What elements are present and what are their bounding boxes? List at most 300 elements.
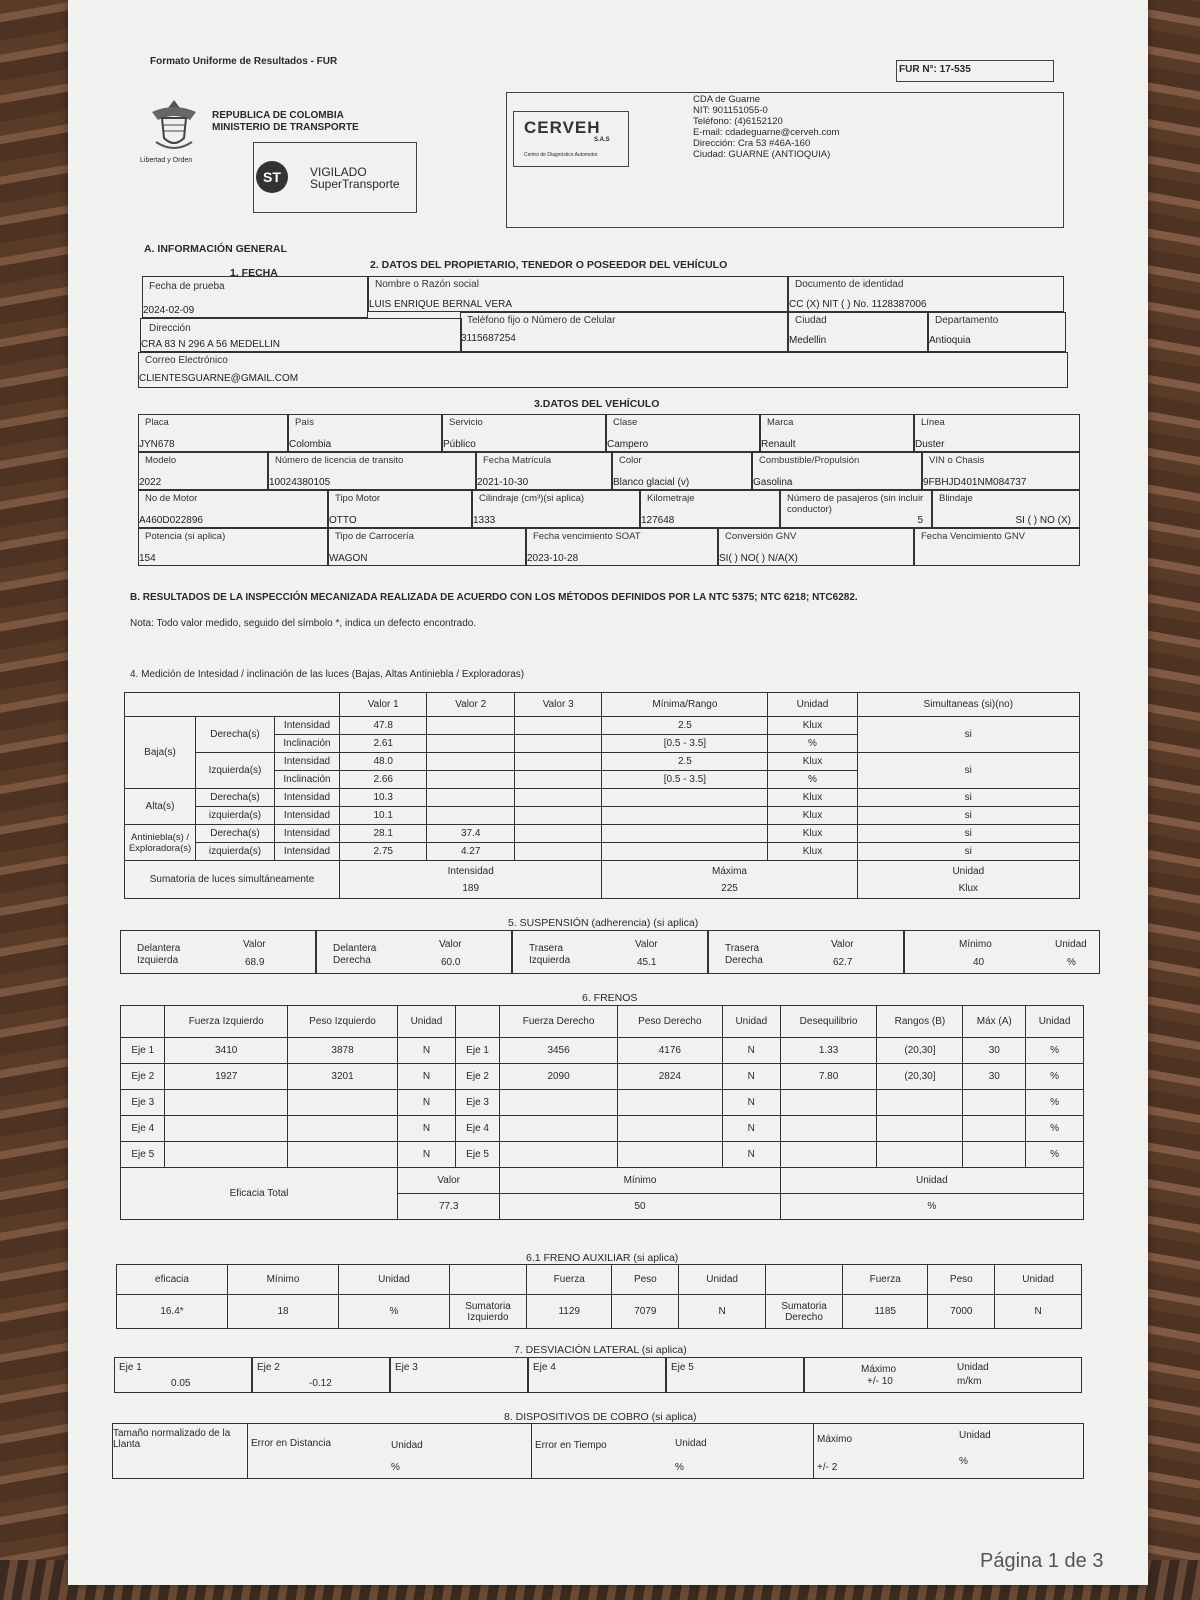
luces-value [514,717,601,735]
aux-unidad-der: N [995,1295,1082,1329]
frenos-cell [963,1142,1026,1168]
correo-label: Correo Electrónico [145,355,228,366]
ciudad-label: Ciudad [795,315,827,326]
vehicle-field [914,414,1080,452]
cerveh-subtitle: Centro de Diagnóstico Automotor [524,152,598,158]
suspension-position: Trasera [529,943,564,954]
desviacion-cell [390,1357,528,1393]
vehicle-field-label: No de Motor [145,493,198,504]
divider [531,1424,532,1478]
cda-line: Ciudad: GUARNE (ANTIOQUIA) [693,149,831,160]
luces-measure: Intensidad [275,825,340,843]
frenos-cell: N [398,1064,456,1090]
luces-simul: si [857,753,1079,789]
vehicle-field [476,452,612,490]
vehicle-title: 3.DATOS DEL VEHÍCULO [534,398,660,410]
direccion-value: CRA 83 N 296 A 56 MEDELLIN [141,339,280,350]
luces-unit: Klux [768,717,857,735]
luces-side: Derecha(s) [196,789,275,807]
cobro-unidad-label: Unidad [391,1440,423,1451]
luces-value [514,843,601,861]
luces-unit: Klux [768,843,857,861]
frenos-cell [963,1116,1026,1142]
frenos-header: Unidad [722,1006,780,1038]
frenos-cell: 30 [963,1064,1026,1090]
frenos-cell: % [1026,1064,1084,1090]
frenos-cell: Eje 4 [455,1116,499,1142]
vehicle-field-value: Gasolina [753,477,793,488]
frenos-cell: Eje 5 [455,1142,499,1168]
vehicle-field-value: A460D022896 [139,515,203,526]
luces-value [514,735,601,753]
frenos-cell: % [1026,1116,1084,1142]
desviacion-eje-label: Eje 5 [671,1362,694,1373]
cobro-max: +/- 2 [817,1462,838,1473]
frenos-cell: 3456 [500,1038,618,1064]
luces-group-baja: Baja(s) [125,717,196,789]
luces-value: 2.75 [340,843,427,861]
vehicle-field [526,528,718,566]
frenos-header [121,1006,165,1038]
aux-sum-izq: Sumatoria Izquierdo [450,1295,527,1329]
vehicle-field-value: 2023-10-28 [527,553,579,564]
frenos-title: 6. FRENOS [582,992,638,1004]
frenos-cell: N [722,1116,780,1142]
aux-peso-der: 7000 [928,1295,995,1329]
luces-value: 10.1 [340,807,427,825]
suspension-position: Trasera [725,943,760,954]
owner-title: 2. DATOS DEL PROPIETARIO, TENEDOR O POSEEDOR DEL VEHÍCULO [370,259,728,271]
telefono-value: 3115687254 [461,333,516,344]
seal-caption: Libertad y Orden [140,157,193,164]
luces-header: Mínima/Rango [602,693,768,717]
direccion-cell [140,318,462,352]
suspension-value: 45.1 [637,957,657,968]
fecha-label: Fecha de prueba [149,281,225,292]
frenos-cell: % [1026,1142,1084,1168]
frenos-cell [877,1090,963,1116]
frenos-cell [287,1116,397,1142]
luces-simul: si [857,825,1079,843]
table-row [121,1090,1084,1116]
aux-blank [765,1265,842,1295]
luces-value [427,789,514,807]
suspension-cell [708,930,904,974]
vehicle-field-value: JYN678 [139,439,175,450]
frenos-body [121,1038,1084,1168]
fecha-value: 2024-02-09 [143,305,195,316]
page-number: Página 1 de 3 [980,1550,1104,1572]
luces-value: 47.8 [340,717,427,735]
cobro-dist-label: Error en Distancia [251,1438,332,1449]
cobro-unidad3-label: Unidad [959,1430,991,1441]
luces-header: Valor 2 [427,693,514,717]
frenos-cell [165,1142,288,1168]
vehicle-field-label: Marca [767,417,794,428]
frenos-cell: 1927 [165,1064,288,1090]
frenos-cell [617,1142,722,1168]
frenos-cell [780,1090,877,1116]
frenos-cell: 4176 [617,1038,722,1064]
vehicle-field-label: Tipo de Carrocería [335,531,414,542]
frenos-cell: % [1026,1090,1084,1116]
aux-minimo: 18 [228,1295,339,1329]
luces-sum-unit [857,861,1079,899]
frenos-cell: 2824 [617,1064,722,1090]
suspension-position: Delantera [137,943,181,954]
luces-value [427,771,514,789]
desviacion-cell [528,1357,666,1393]
wood-background-right [1140,0,1200,1600]
table-row [121,1116,1084,1142]
luces-table [124,692,1080,899]
aux-peso2-label: Peso [928,1265,995,1295]
vehicle-field-label: Color [619,455,642,466]
frenos-header: Desequilibrio [780,1006,877,1038]
luces-value: 48.0 [340,753,427,771]
suspension-position: Delantera [333,943,377,954]
frenos-cell: 7.80 [780,1064,877,1090]
colombia-seal-icon [146,98,202,158]
suspension-side: Derecha [333,955,371,966]
correo-cell [138,352,1068,388]
frenos-cell [287,1090,397,1116]
luces-sum-max-value: 225 [721,882,738,894]
frenos-cell: Eje 4 [121,1116,165,1142]
cobro-llanta-label: Tamaño normalizado de la Llanta [113,1428,231,1450]
luces-header: Valor 1 [340,693,427,717]
table-row [121,1142,1084,1168]
vehicle-field [752,452,922,490]
suspension-valor-label: Valor [831,939,854,950]
desviacion-title: 7. DESVIACIÓN LATERAL (si aplica) [514,1344,687,1356]
aux-minimo-label: Mínimo [228,1265,339,1295]
nombre-cell [368,276,788,312]
aux-unidad2-label: Unidad [679,1265,766,1295]
vehicle-field-value: OTTO [329,515,357,526]
eficacia-minimo-label: Mínimo [500,1168,780,1194]
frenos-cell: Eje 1 [121,1038,165,1064]
luces-header: Simultaneas (si)(no) [857,693,1079,717]
frenos-cell: Eje 3 [455,1090,499,1116]
aux-fuerza2-label: Fuerza [842,1265,927,1295]
suspension-value: 62.7 [833,957,853,968]
cda-line: Dirección: Cra 53 #46A-160 [693,138,811,149]
cobro-dist-unit: % [391,1462,400,1473]
eficacia-unidad: % [780,1194,1083,1220]
suspension-unit-label: Unidad [1055,939,1087,950]
vehicle-field [606,414,760,452]
desviacion-unit-label: Unidad [957,1362,989,1373]
vehicle-field-value: WAGON [329,553,368,564]
desviacion-unit: m/km [957,1376,982,1387]
luces-simul: si [857,789,1079,807]
luces-value [427,717,514,735]
suspension-side: Derecha [725,955,763,966]
luces-sum-int-value: 189 [462,882,480,894]
eficacia-valor-label: Valor [398,1168,500,1194]
luces-group-alta: Alta(s) [125,789,196,825]
frenos-header: Peso Izquierdo [287,1006,397,1038]
luces-range [602,825,768,843]
vehicle-field [138,452,268,490]
luces-range [602,843,768,861]
frenos-cell: Eje 2 [121,1064,165,1090]
section-b-note: Nota: Todo valor medido, seguido del símbolo *, indica un defecto encontrado. [130,618,477,629]
suspension-unit: % [1067,957,1076,968]
vehicle-field-value: Renault [761,439,796,450]
vehicle-field-label: Placa [145,417,169,428]
vehicle-field [442,414,606,452]
cobro-tiempo-label: Error en Tiempo [535,1440,607,1451]
aux-fuerza-label: Fuerza [527,1265,612,1295]
vehicle-field [472,490,640,528]
luces-unit: Klux [768,807,857,825]
cobro-unidad2-label: Unidad [675,1438,707,1449]
frenos-cell [500,1142,618,1168]
frenos-cell: 1.33 [780,1038,877,1064]
luces-unit: Klux [768,789,857,807]
cda-line: NIT: 901151055-0 [693,105,768,116]
vehicle-field-label: Fecha Matrícula [483,455,552,466]
form-title: Formato Uniforme de Resultados - FUR [150,56,338,67]
frenos-cell: Eje 3 [121,1090,165,1116]
frenos-cell: N [722,1142,780,1168]
frenos-cell: Eje 1 [455,1038,499,1064]
luces-sum-unit-value: Klux [958,882,979,894]
suspension-cell [316,930,512,974]
departamento-label: Departamento [935,315,999,326]
frenos-cell [877,1142,963,1168]
luces-measure: Intensidad [275,753,340,771]
cerveh-wordmark: CERVEH [524,118,601,137]
suspension-valor-label: Valor [635,939,658,950]
suspension-cell [120,930,316,974]
section-a-title: A. INFORMACIÓN GENERAL [144,243,287,255]
vehicle-field [138,490,328,528]
vehicle-field [922,452,1080,490]
desviacion-eje-label: Eje 3 [395,1362,418,1373]
frenos-header [455,1006,499,1038]
vehicle-field [780,490,932,528]
frenos-header: Rangos (B) [877,1006,963,1038]
aux-sum-der: Sumatoria Derecho [765,1295,842,1329]
luces-range: 2.5 [602,717,768,735]
aux-peso-label: Peso [612,1265,679,1295]
luces-value [514,753,601,771]
ciudad-value: Medellin [789,335,827,346]
luces-sum-max [602,861,857,899]
frenos-cell [780,1116,877,1142]
frenos-cell [780,1142,877,1168]
luces-unit: % [768,771,857,789]
frenos-table [120,1005,1084,1220]
aux-unidad: % [339,1295,450,1329]
divider [813,1424,814,1478]
frenos-cell: (20,30] [877,1038,963,1064]
frenos-header: Fuerza Derecho [500,1006,618,1038]
frenos-header: Unidad [1026,1006,1084,1038]
desviacion-cell [252,1357,390,1393]
vehicle-field-label: Blindaje [939,493,973,504]
luces-measure: Intensidad [275,843,340,861]
luces-sum-int-label: Intensidad [447,865,494,877]
luces-measure: Inclinación [275,735,340,753]
frenos-cell [877,1116,963,1142]
ciudad-cell [788,312,928,352]
vehicle-field-label: Servicio [449,417,483,428]
cobro-box [112,1423,1084,1479]
suspension-value: 68.9 [245,957,265,968]
luces-measure: Intensidad [275,807,340,825]
cda-details [693,94,839,160]
luces-side: Izquierda(s) [196,753,275,789]
luces-value: 10.3 [340,789,427,807]
vehicle-field-label: Modelo [145,455,177,466]
aux-unidad-label: Unidad [339,1265,450,1295]
nombre-label: Nombre o Razón social [375,279,479,290]
desviacion-value: -0.12 [309,1378,332,1389]
eficacia-unidad-label: Unidad [780,1168,1083,1194]
vehicle-field-label: Fecha vencimiento SOAT [533,531,641,542]
frenos-cell: N [722,1064,780,1090]
luces-side: Derecha(s) [196,717,275,753]
frenos-cell: N [398,1090,456,1116]
desviacion-max-cell [804,1357,1082,1393]
frenos-header: Fuerza Izquierdo [165,1006,288,1038]
luces-value [514,825,601,843]
suspension-min-value: 40 [973,957,985,968]
luces-simul: si [857,807,1079,825]
luces-unit: % [768,735,857,753]
luces-range [602,807,768,825]
frenos-header: Peso Derecho [617,1006,722,1038]
luces-value: 28.1 [340,825,427,843]
vehicle-field-value: 154 [139,553,156,564]
fecha-cell [142,276,368,318]
departamento-cell [928,312,1066,352]
luces-value [427,753,514,771]
luces-sum-max-label: Máxima [711,865,747,877]
desviacion-max-label: Máximo [861,1364,897,1375]
luces-empty-header [125,693,340,717]
cda-line: CDA de Guarne [693,94,761,105]
eficacia-valor: 77.3 [398,1194,500,1220]
vehicle-field-label: Cilindraje (cm³)(si aplica) [479,493,585,504]
nombre-value: LUIS ENRIQUE BERNAL VERA [369,299,513,310]
republic-label: REPUBLICA DE COLOMBIA [212,110,344,121]
luces-simul: si [857,843,1079,861]
suspension-valor-label: Valor [243,939,266,950]
luces-group-antiniebla: Antiniebla(s) / Exploradora(s) [125,825,196,861]
frenos-cell: 3410 [165,1038,288,1064]
frenos-cell: N [398,1116,456,1142]
vehicle-field-value: SI ( ) NO (X) [1015,515,1071,526]
vehicle-field [328,528,526,566]
cobro-max-label: Máximo [817,1434,853,1445]
vehicle-field-label: Clase [613,417,638,428]
luces-value: 37.4 [427,825,514,843]
documento-cell [788,276,1064,312]
frenos-cell: 2090 [500,1064,618,1090]
luces-side: izquierda(s) [196,843,275,861]
vehicle-field-label: Kilometraje [647,493,695,504]
vehicle-field-value: 2022 [139,477,162,488]
desviacion-cell [666,1357,804,1393]
luces-range: [0.5 - 3.5] [602,771,768,789]
frenos-header-row [121,1006,1084,1038]
fur-number: FUR N°: 17-535 [896,60,1054,82]
aux-eficacia-label: eficacia [117,1265,228,1295]
frenos-header: Unidad [398,1006,456,1038]
suspension-value: 60.0 [441,957,461,968]
aux-peso-izq: 7079 [612,1295,679,1329]
desviacion-eje-label: Eje 2 [257,1362,280,1373]
cda-line: Teléfono: (4)6152120 [693,116,783,127]
vehicle-field [138,528,328,566]
desviacion-cell [114,1357,252,1393]
telefono-label: Teléfono fijo o Número de Celular [467,315,616,326]
aux-fuerza-der: 1185 [842,1295,927,1329]
frenos-header: Máx (A) [963,1006,1026,1038]
fecha-title: 1. FECHA [230,267,278,279]
frenos-cell: N [722,1090,780,1116]
eficacia-minimo: 50 [500,1194,780,1220]
luces-value [514,807,601,825]
auxiliar-table [116,1264,1082,1329]
luces-measure: Intensidad [275,789,340,807]
vehicle-field-value: Blanco glacial (v) [613,477,690,488]
frenos-cell: N [722,1038,780,1064]
vehicle-field [932,490,1080,528]
suspension-cell [512,930,708,974]
luces-header: Unidad [768,693,857,717]
desviacion-eje-label: Eje 4 [533,1362,556,1373]
frenos-cell [165,1116,288,1142]
desviacion-eje-label: Eje 1 [119,1362,142,1373]
vehicle-field [288,414,442,452]
vehicle-field-label: VIN o Chasis [929,455,985,466]
vehicle-field [718,528,914,566]
table-row [121,1064,1084,1090]
cerveh-sas: S.A.S [594,137,610,143]
vehicle-field-value: Duster [915,439,945,450]
vehicle-field-value: 9FBHJD401NM084737 [923,477,1027,488]
luces-value: 2.61 [340,735,427,753]
vehicle-field-label: Conversión GNV [725,531,797,542]
luces-range: 2.5 [602,753,768,771]
vehicle-field-value: SI( ) NO( ) N/A(X) [719,553,798,564]
ministry-label: MINISTERIO DE TRANSPORTE [212,122,359,133]
luces-value [514,771,601,789]
vehicle-field-value: 1333 [473,515,496,526]
luces-measure: Intensidad [275,717,340,735]
desviacion-max: +/- 10 [867,1376,893,1387]
frenos-cell [500,1116,618,1142]
cobro-title: 8. DISPOSITIVOS DE COBRO (si aplica) [504,1411,697,1423]
vehicle-field-label: Potencia (si aplica) [145,531,226,542]
luces-title: 4. Medición de Intesidad / inclinación de las luces (Bajas, Altas Antiniebla / Exploradoras) [130,669,525,680]
vehicle-field-value: Público [443,439,476,450]
vehicle-field-value: 2021-10-30 [477,477,529,488]
vehicle-field-value: 127648 [641,515,675,526]
vehicle-field [612,452,752,490]
luces-range: [0.5 - 3.5] [602,735,768,753]
vehicle-field-value: Colombia [289,439,332,450]
frenos-cell: 3201 [287,1064,397,1090]
frenos-cell [165,1090,288,1116]
documento-value: CC (X) NIT ( ) No. 1128387006 [789,299,927,310]
